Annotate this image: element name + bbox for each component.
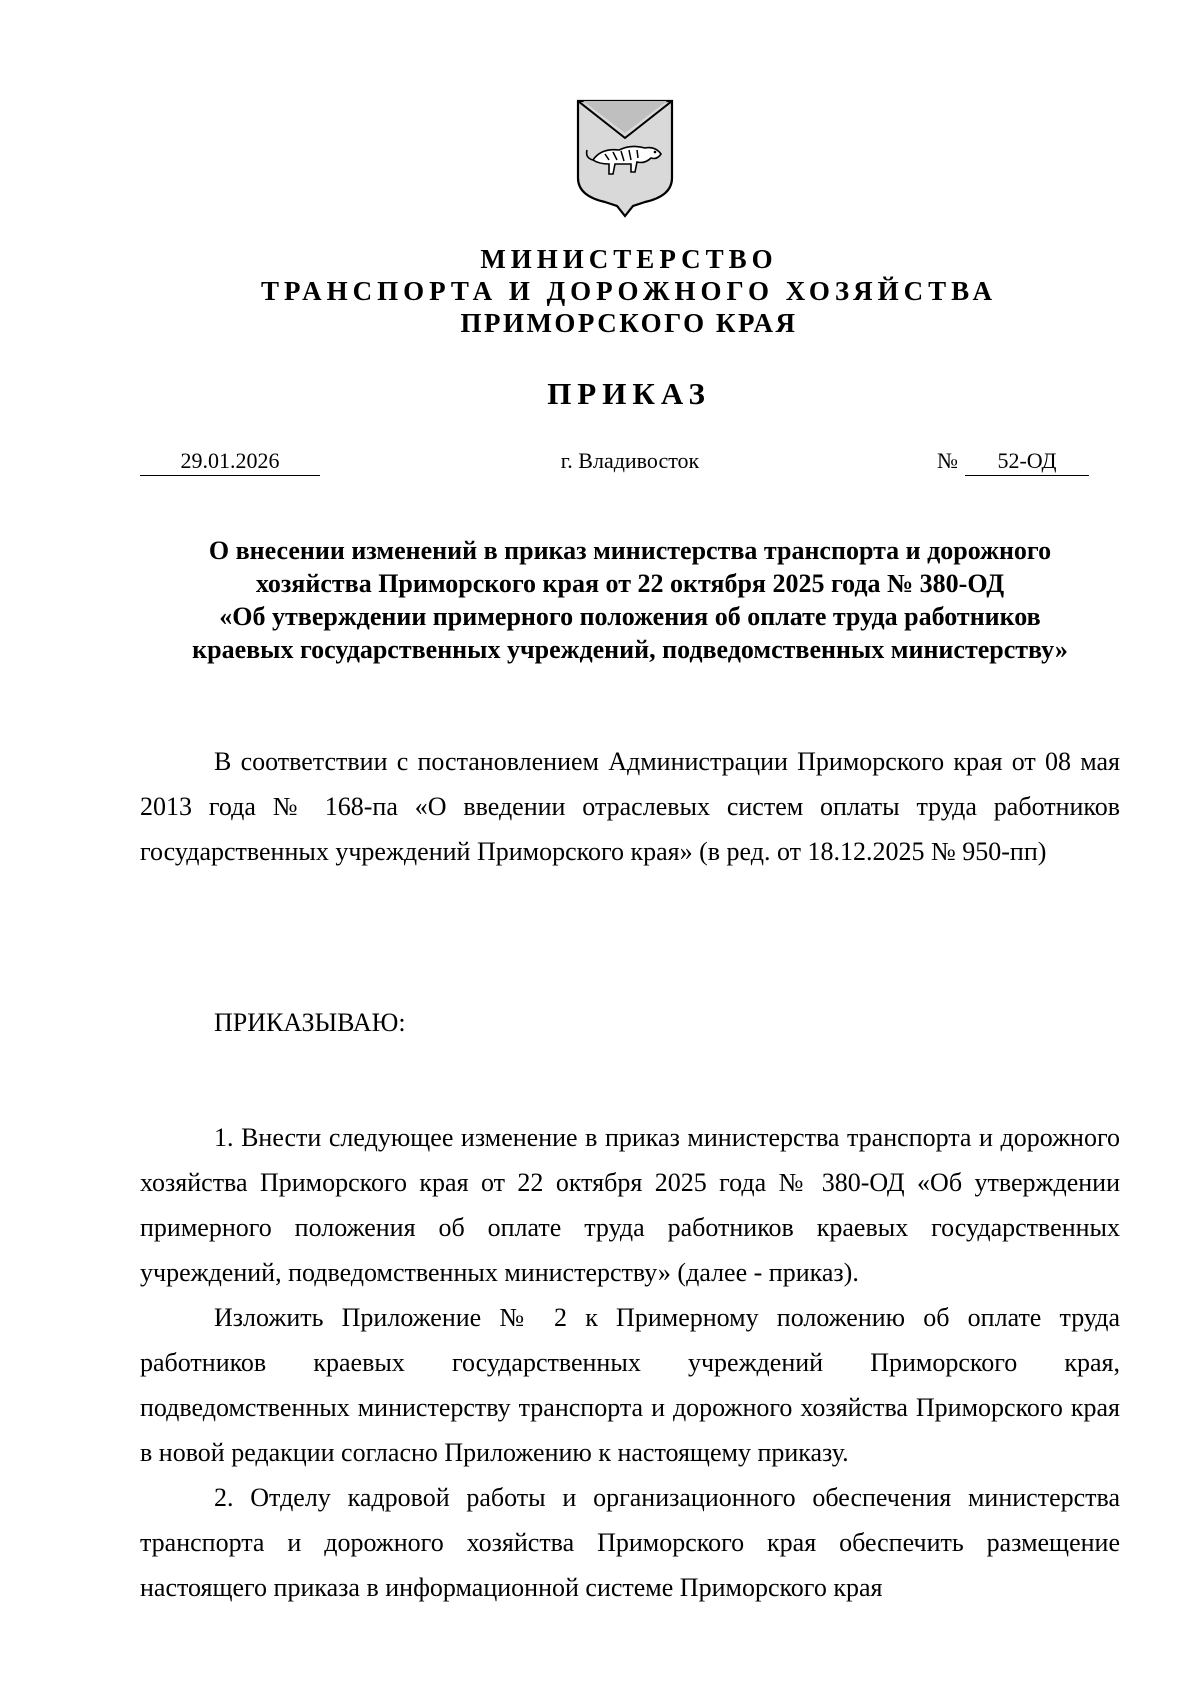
coat-of-arms-icon [575, 98, 675, 218]
ministry-title-line3: ПРИМОРСКОГО КРАЯ [460, 308, 798, 338]
subject-line: хозяйства Приморского края от 22 октября 2025 года № 380-ОД [255, 569, 1005, 598]
document-subject [140, 534, 1120, 666]
document-type-title: ПРИКАЗ [547, 376, 711, 411]
subject-line: краевых государственных учреждений, подведомственных министерству» [192, 635, 1068, 664]
document-date: 29.01.2026 [140, 447, 320, 476]
ministry-title-line1: МИНИСТЕРСТВО [480, 244, 778, 274]
document-city: г. Владивосток [560, 448, 700, 473]
order-directive: ПРИКАЗЫВАЮ: [214, 1008, 406, 1037]
subject-line: О внесении изменений в приказ министерства транспорта и дорожного [208, 536, 1052, 565]
document-number-sign: № [937, 448, 958, 473]
ministry-title-line2: ТРАНСПОРТА И ДОРОЖНОГО ХОЗЯЙСТВА [261, 276, 997, 306]
item-1-detail-paragraph: Изложить Приложение № 2 к Примерному положению об оплате труда работников краевых государственных учреждений Приморского края, подведомственных министерству транспорта и дорожного хозяйства Приморского края в новой редакции согласно Приложению к настоящему приказу. [140, 1303, 1120, 1467]
item-1-paragraph: 1. Внести следующее изменение в приказ министерства транспорта и дорожного хозяйства Приморского края от 22 октября 2025 года № 380-ОД «Об утверждении примерного положения об оплате труда работников краевых государственных учреждений, подведомственных министерству» (далее - приказ). [140, 1123, 1120, 1287]
document-number: 52-ОД [965, 447, 1089, 476]
item-2-paragraph: 2. Отделу кадровой работы и организационного обеспечения министерства транспорта и дорожного хозяйства Приморского края обеспечить размещение настоящего приказа в информационной системе Приморского края [140, 1483, 1120, 1602]
preamble-paragraph: В соответствии с постановлением Администрации Приморского края от 08 мая 2013 года № 168-па «О введении отраслевых систем оплаты труда работников государственных учреждений Приморского края» (в ред. от 18.12.2025 № 950-пп) [140, 747, 1120, 866]
subject-line: «Об утверждении примерного положения об оплате труда работников [219, 602, 1041, 631]
